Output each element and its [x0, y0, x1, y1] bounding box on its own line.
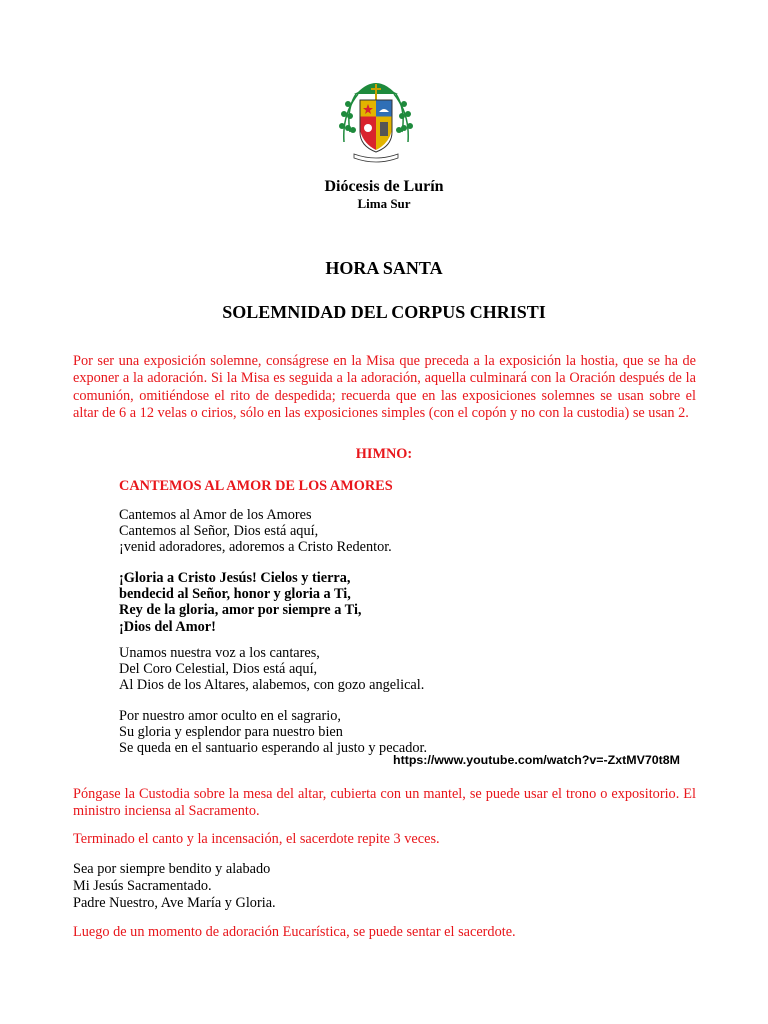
episcopal-coat-of-arms-icon [336, 70, 416, 166]
chorus-line: ¡Gloria a Cristo Jesús! Cielos y tierra, [119, 570, 351, 586]
hymn-line: Su gloria y esplendor para nuestro bien [119, 724, 343, 741]
himno-label: HIMNO: [355, 446, 413, 462]
prayer-line: Sea por siempre bendito y alabado [73, 861, 271, 877]
hymn-line: Cantemos al Amor de los Amores [119, 507, 312, 523]
hymn-line: Se queda en el santuario esperando al justo y pecador. [119, 740, 428, 757]
diocese-region: Lima Sur [357, 196, 411, 211]
hymn-line: Unamos nuestra voz a los cantares, [119, 645, 320, 661]
hymn-line: Cantemos al Señor, Dios está aquí, [119, 523, 319, 540]
prayer-block [73, 861, 696, 912]
hymn-line: Del Coro Celestial, Dios está aquí, [119, 661, 318, 678]
rubric-repeat: Terminado el canto y la incensación, el sacerdote repite 3 veces. [73, 831, 440, 847]
diocese-name: Diócesis de Lurín [324, 178, 444, 195]
hymn-line: ¡venid adoradores, adoremos a Cristo Redentor. [119, 539, 392, 556]
youtube-link[interactable]: https://www.youtube.com/watch?v=-ZxtMV70t8M [393, 753, 680, 767]
hymn-line: Al Dios de los Altares, alabemos, con gozo angelical. [119, 677, 425, 694]
hymn-stanza-3 [119, 708, 427, 757]
page-title: HORA SANTA [325, 258, 443, 278]
hymn-stanza-2 [119, 645, 424, 694]
chorus-line: bendecid al Señor, honor y gloria a Ti, [119, 586, 351, 603]
hymn-title: CANTEMOS AL AMOR DE LOS AMORES [119, 478, 393, 494]
intro-rubric: Por ser una exposición solemne, conságrese en la Misa que preceda a la exposición la hostia, que se ha de exponer a la adoración. Si la Misa es seguida a la adoración, aquella culminará con la Oración después de la comunión, omitiéndose el rito de despedida; recuerda que en las exposiciones solemnes se usan sobre el altar de 6 a 12 velas o cirios, sólo en las exposiciones simples (con el copón y no con la custodia) se usan 2. [73, 353, 696, 422]
prayer-line: Padre Nuestro, Ave María y Gloria. [73, 895, 276, 911]
page-subtitle: SOLEMNIDAD DEL CORPUS CHRISTI [222, 302, 546, 322]
rubric-adoration: Luego de un momento de adoración Eucarística, se puede sentar el sacerdote. [73, 924, 516, 940]
hymn-chorus [119, 570, 362, 635]
hymn-line: Por nuestro amor oculto en el sagrario, [119, 708, 341, 724]
chorus-line: Rey de la gloria, amor por siempre a Ti, [119, 602, 362, 619]
rubric-custodia: Póngase la Custodia sobre la mesa del altar, cubierta con un mantel, se puede usar el trono o expositorio. El ministro inciensa al Sacramento. [73, 786, 696, 820]
prayer-line: Mi Jesús Sacramentado. [73, 878, 212, 894]
hymn-stanza-1 [119, 507, 392, 556]
chorus-line: ¡Dios del Amor! [119, 618, 216, 635]
